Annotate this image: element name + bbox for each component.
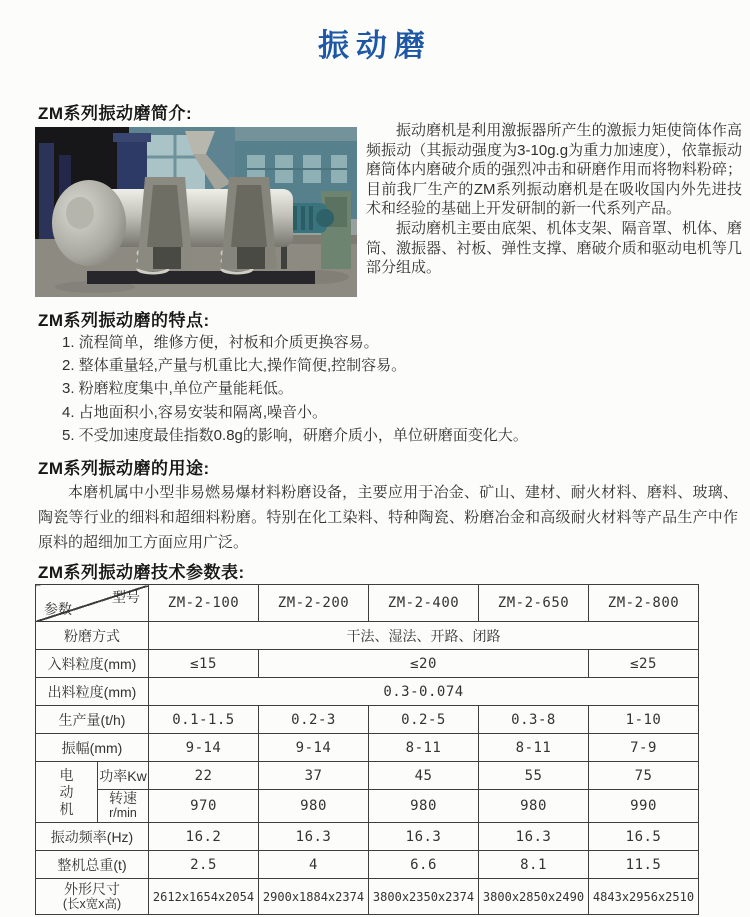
spec-cell: 0.3-0.074 — [149, 678, 699, 706]
spec-cell: 980 — [369, 790, 479, 823]
features-list — [62, 331, 732, 447]
spec-cell: 0.3-8 — [479, 706, 589, 734]
spec-cell: 1-10 — [589, 706, 699, 734]
spec-cell: ≤25 — [589, 650, 699, 678]
model-header: ZM-2-800 — [589, 585, 699, 622]
spec-cell: 16.3 — [259, 823, 369, 851]
features-heading: ZM系列振动磨的特点: — [38, 311, 210, 330]
table-row-capacity — [36, 706, 699, 734]
table-row-motor-power — [36, 762, 699, 790]
spec-cell: 8-11 — [369, 734, 479, 762]
spec-cell: ≤20 — [259, 650, 589, 678]
spec-cell: 0.1-1.5 — [149, 706, 259, 734]
feature-item: 4. 占地面积小,容易安装和隔离,噪音小。 — [62, 403, 328, 421]
specs-heading: ZM系列振动磨技术参数表: — [38, 563, 245, 582]
spec-cell: 75 — [589, 762, 699, 790]
row-label: 振动频率(Hz) — [36, 823, 149, 851]
spec-cell: 8-11 — [479, 734, 589, 762]
model-header: ZM-2-400 — [369, 585, 479, 622]
spec-cell: 3800x2850x2490 — [479, 879, 589, 915]
corner-cell — [36, 585, 149, 622]
spec-cell: 4 — [259, 851, 369, 879]
table-row-feed-size — [36, 650, 699, 678]
uses-heading: ZM系列振动磨的用途: — [38, 459, 210, 478]
table-header-row — [36, 585, 699, 622]
spec-cell: 干法、湿法、开路、闭路 — [149, 622, 699, 650]
spec-cell: 45 — [369, 762, 479, 790]
row-label: 外形尺寸 (长x宽x高) — [36, 879, 149, 915]
spec-cell: 11.5 — [589, 851, 699, 879]
spec-cell: 0.2-5 — [369, 706, 479, 734]
spec-cell: 2900x1884x2374 — [259, 879, 369, 915]
table-row-amplitude — [36, 734, 699, 762]
row-label: 粉磨方式 — [36, 622, 149, 650]
spec-cell: 2.5 — [149, 851, 259, 879]
row-label: 整机总重(t) — [36, 851, 149, 879]
feature-item: 5. 不受加速度最佳指数0.8g的影响，研磨介质小，单位研磨面变化大。 — [62, 426, 528, 444]
table-row-dimensions — [36, 879, 699, 915]
spec-cell: 7-9 — [589, 734, 699, 762]
machine-photo — [35, 127, 357, 297]
model-header: ZM-2-100 — [149, 585, 259, 622]
table-row-grind-method — [36, 622, 699, 650]
intro-heading: ZM系列振动磨简介: — [38, 104, 193, 123]
spec-cell: 16.5 — [589, 823, 699, 851]
table-row-discharge-size — [36, 678, 699, 706]
row-label: 生产量(t/h) — [36, 706, 149, 734]
spec-cell: 22 — [149, 762, 259, 790]
intro-text — [366, 121, 742, 278]
table-row-total-weight — [36, 851, 699, 879]
corner-label-parameter: 参数 — [44, 601, 72, 617]
spec-cell: 980 — [259, 790, 369, 823]
spec-cell: 970 — [149, 790, 259, 823]
spec-cell: 16.3 — [479, 823, 589, 851]
spec-cell: 55 — [479, 762, 589, 790]
spec-cell: 37 — [259, 762, 369, 790]
intro-paragraph-1: 振动磨机是利用激振器所产生的激振力矩使筒体作高频振动（其振动强度为3-10g.g为重力加速度），依靠振动磨筒体内磨破介质的强烈冲击和研磨作用而将物料粉碎；目前我厂生产的ZM系列振动磨机是在吸收国内外先进技术和经验的基础上开发研制的新一代系列产品。 — [366, 122, 742, 218]
spec-cell: 990 — [589, 790, 699, 823]
feature-item: 1. 流程简单，维修方便，衬板和介质更换容易。 — [62, 334, 379, 351]
intro-paragraph-2: 振动磨机主要由底架、机体支架、隔音罩、机体、磨筒、激振器、衬板、弹性支撑、磨破介质和驱动电机等几部分组成。 — [366, 219, 742, 277]
row-label: 功率Kw — [98, 762, 149, 790]
row-label: 转速 r/min — [98, 790, 149, 823]
spec-cell: 4843x2956x2510 — [589, 879, 699, 915]
spec-cell: 980 — [479, 790, 589, 823]
table-row-frequency — [36, 823, 699, 851]
spec-cell: 9-14 — [149, 734, 259, 762]
spec-cell: 2612x1654x2054 — [149, 879, 259, 915]
motor-group-label: 电动机 — [36, 762, 98, 823]
row-label: 出料粒度(mm) — [36, 678, 149, 706]
model-header: ZM-2-650 — [479, 585, 589, 622]
spec-cell: 9-14 — [259, 734, 369, 762]
spec-cell: 0.2-3 — [259, 706, 369, 734]
specs-table — [35, 584, 699, 915]
uses-paragraph: 本磨机属中小型非易燃易爆材料粉磨设备，主要应用于冶金、矿山、建材、耐火材料、磨料、玻璃、陶瓷等行业的细料和超细料粉磨。特别在化工染料、特种陶瓷、粉磨冶金和高级耐火材料等产品生产中作原料的超细加工方面应用广泛。 — [38, 484, 738, 551]
feature-item: 2. 整体重量轻,产量与机重比大,操作简便,控制容易。 — [62, 357, 407, 375]
feature-item: 3. 粉磨粒度集中,单位产量能耗低。 — [62, 380, 293, 398]
row-label: 振幅(mm) — [36, 734, 149, 762]
spec-cell: ≤15 — [149, 650, 259, 678]
row-label: 入料粒度(mm) — [36, 650, 149, 678]
spec-cell: 16.3 — [369, 823, 479, 851]
spec-cell: 6.6 — [369, 851, 479, 879]
spec-cell: 8.1 — [479, 851, 589, 879]
spec-cell: 3800x2350x2374 — [369, 879, 479, 915]
table-row-motor-speed — [36, 790, 699, 823]
page-title: 振动磨 — [318, 28, 432, 63]
vibration-mill-photo-illustration — [35, 127, 357, 297]
corner-label-model: 型号 — [112, 589, 140, 605]
model-header: ZM-2-200 — [259, 585, 369, 622]
spec-cell: 16.2 — [149, 823, 259, 851]
